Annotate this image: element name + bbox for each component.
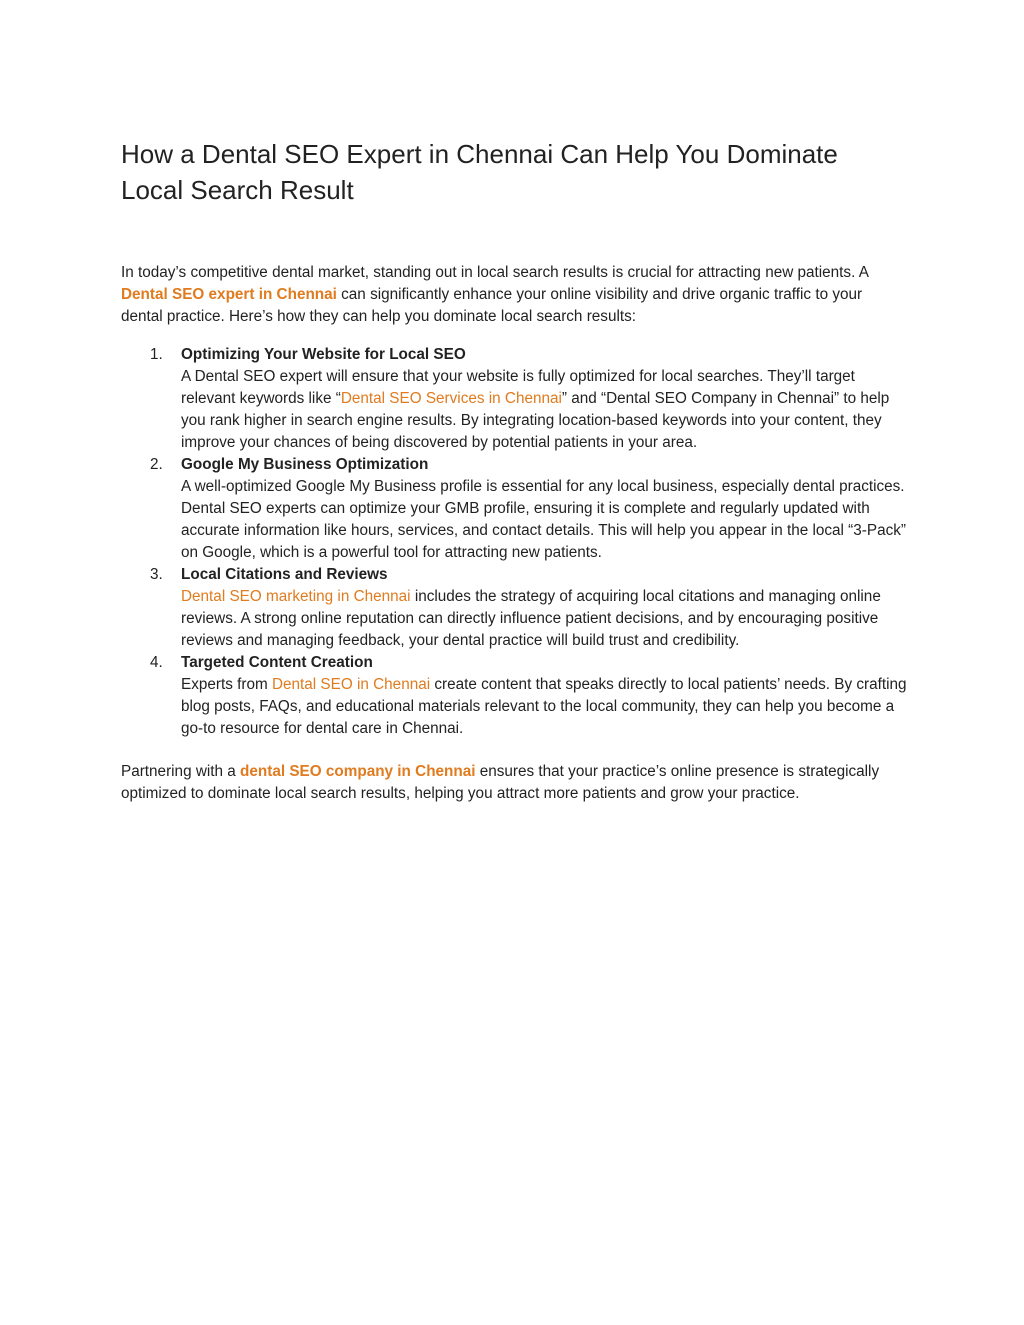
- closing-text-after: ensures that your practice’s online presence is strategically optimized to dominate local search results, helping you attract more patients and grow your practice.: [121, 763, 880, 802]
- step-text-after: ” and “Dental SEO Company in Chennai” to help you rank higher in search engine results. By integrating location-based keywords into your content, they improve your chances of being discovered by potential patients in your area.: [181, 390, 890, 451]
- list-item: [121, 454, 907, 564]
- step-body: [181, 674, 907, 740]
- step-body: [181, 476, 907, 564]
- step-text-before: A well-optimized Google My Business profile is essential for any local business, especially dental practices. Dental SEO experts can optimize your GMB profile, ensuring it is complete and regularly updated with accurate information like hours, services, and contact details. This will help you appear in the local “3-Pack” on Google, which is a powerful tool for attracting new patients.: [181, 478, 906, 561]
- step-title: Local Citations and Reviews: [181, 566, 388, 583]
- dental-seo-services-link[interactable]: Dental SEO Services in Chennai: [340, 390, 562, 407]
- step-number: 2.: [150, 456, 163, 473]
- step-title: Google My Business Optimization: [181, 456, 429, 473]
- dental-seo-in-chennai-link[interactable]: Dental SEO in Chennai: [271, 676, 431, 693]
- closing-paragraph: [121, 761, 907, 805]
- step-text-after: includes the strategy of acquiring local citations and managing online reviews. A strong online reputation can directly influence patient decisions, and by encouraging positive reviews and managing feedback, your dental practice will build trust and credibility.: [181, 588, 881, 649]
- step-text-before: A Dental SEO expert will ensure that your website is fully optimized for local searches. They’ll target relevant keywords like “: [181, 368, 855, 407]
- list-item: [121, 564, 907, 652]
- step-number: 1.: [150, 346, 163, 363]
- step-body: [181, 366, 907, 454]
- step-text-after: create content that speaks directly to local patients’ needs. By crafting blog posts, FAQs, and educational materials relevant to the local community, they can help you become a go-to resource for dental care in Chennai.: [181, 676, 907, 737]
- intro-text-after: can significantly enhance your online visibility and drive organic traffic to your dental practice. Here’s how they can help you dominate local search results:: [121, 286, 863, 325]
- list-item: [121, 652, 907, 740]
- dental-seo-marketing-link[interactable]: Dental SEO marketing in Chennai: [181, 588, 411, 605]
- dental-seo-expert-link[interactable]: Dental SEO expert in Chennai: [121, 286, 337, 303]
- intro-text-before: In today’s competitive dental market, standing out in local search results is crucial for attracting new patients. A: [121, 264, 869, 281]
- dental-seo-company-link[interactable]: dental SEO company in Chennai: [240, 763, 476, 780]
- list-item: [121, 344, 907, 454]
- intro-paragraph: [121, 262, 907, 328]
- step-number: 3.: [150, 566, 163, 583]
- step-body: [181, 586, 907, 652]
- document-page: [121, 136, 907, 805]
- step-number: 4.: [150, 654, 163, 671]
- article-title: How a Dental SEO Expert in Chennai Can Help You Dominate Local Search Result: [121, 139, 838, 205]
- closing-text-before: Partnering with a: [121, 763, 241, 780]
- steps-list: [121, 344, 907, 740]
- step-text-before: Experts from: [181, 676, 272, 693]
- step-title: Optimizing Your Website for Local SEO: [181, 346, 466, 363]
- step-title: Targeted Content Creation: [181, 654, 373, 671]
